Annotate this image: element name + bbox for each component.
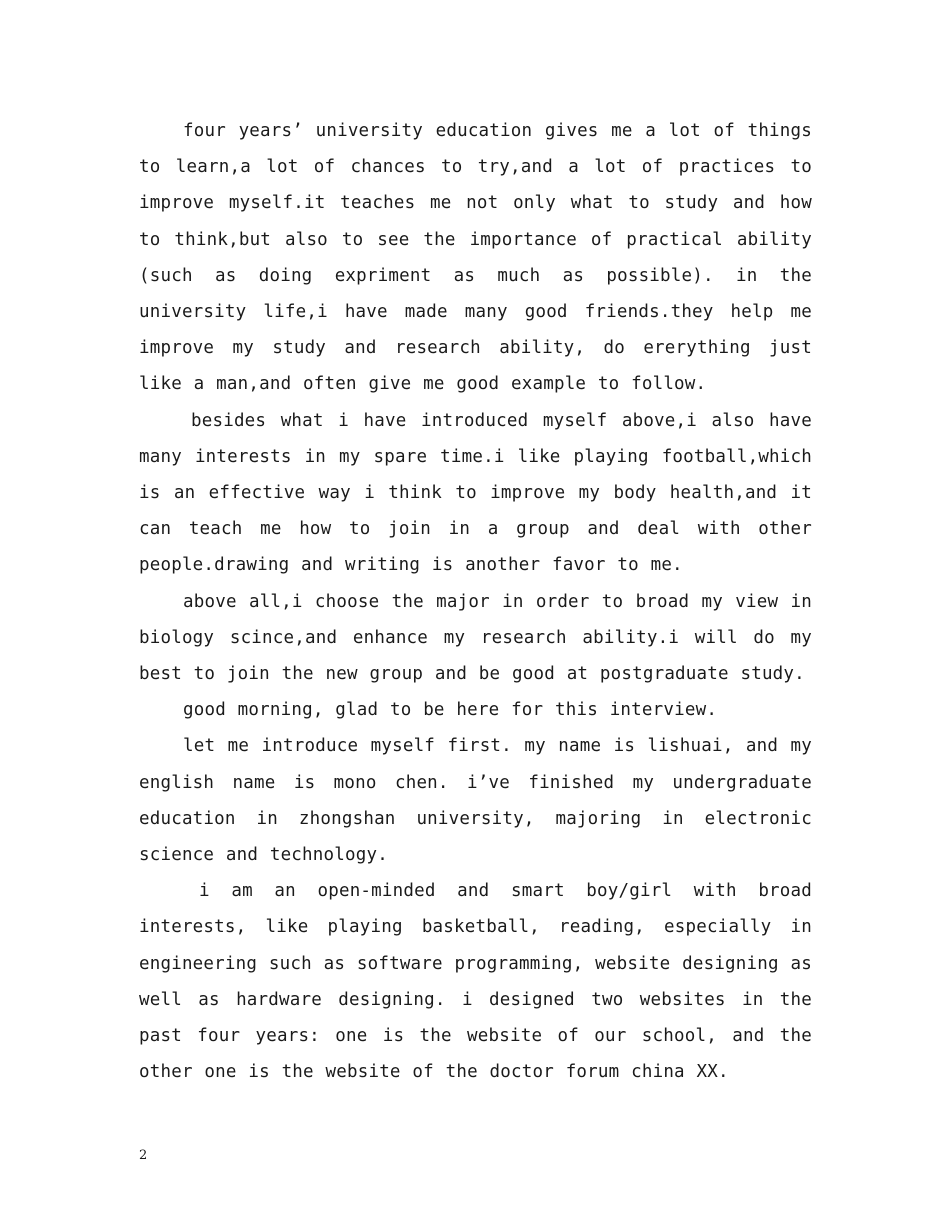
- paragraph-greeting: good morning, glad to be here for this interview.: [183, 700, 718, 721]
- paragraph-introduction: let me introduce myself first. my name is lishuai, and my english name is mono chen. i’ve finished my undergraduate education in zhongshan university, majoring in electronic science and technology.: [139, 736, 812, 866]
- paragraph-interests: besides what i have introduced myself above,i also have many interests in my spare time.i like playing football,which is an effective way i think to improve my body health,and it can teach me how to join in a group and deal with other people.drawing and writing is another favor to me.: [139, 410, 812, 576]
- document-body: [139, 113, 812, 1090]
- paragraph-major-choice: above all,i choose the major in order to broad my view in biology scince,and enhance my research ability.i will do my best to join the new group and be good at postgraduate study.: [139, 591, 812, 685]
- paragraph-university-education: four years’ university education gives me a lot of things to learn,a lot of chances to try,and a lot of practices to improve myself.it teaches me not only what to study and how to think,but also to see the importance of practical ability (such as doing expriment as much as possible). in the university life,i have made many good friends.they help me improve my study and research ability, do ererything just like a man,and often give me good example to follow.: [139, 121, 812, 395]
- page-number: 2: [139, 1148, 148, 1163]
- paragraph-personality: i am an open-minded and smart boy/girl with broad interests, like playing basketball, reading, especially in engineering such as software programming, website designing as well as hardware designing. i designed two websites in the past four years: one is the website of our school, and the other one is the website of the doctor forum china XX.: [139, 881, 812, 1083]
